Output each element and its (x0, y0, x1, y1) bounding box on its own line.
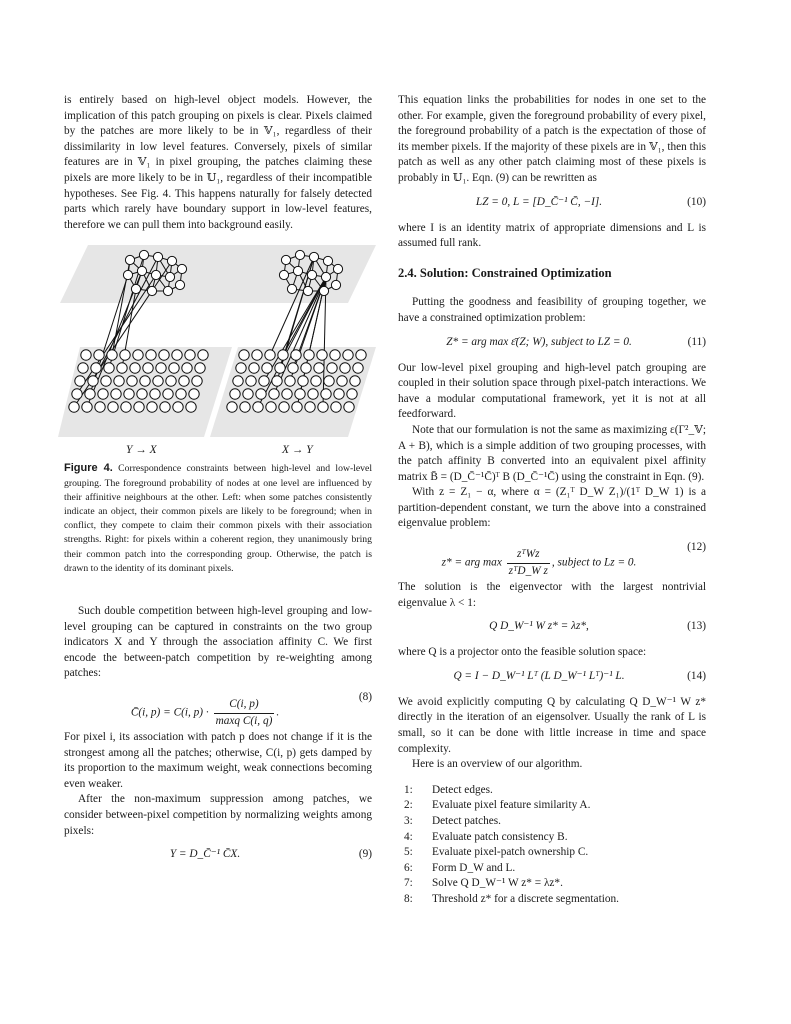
pixel-node (301, 363, 311, 373)
pixel-node (246, 376, 256, 386)
caption-label: Figure 4. (64, 462, 113, 475)
equation-13 (398, 616, 706, 640)
pixel-node (75, 376, 85, 386)
algorithm-step (398, 876, 706, 892)
pixel-node (156, 363, 166, 373)
eq8-denominator: maxq C(i, q) (215, 714, 273, 727)
eq8-tail: . (276, 706, 280, 719)
pixel-node (127, 376, 137, 386)
eq11-body: Z* = arg max ε̄(Z; W), subject to LZ = 0. (446, 335, 632, 348)
algorithm-step-number: 5: (404, 846, 413, 859)
pixel-node (350, 376, 360, 386)
figure-label-left: Y → X (126, 444, 157, 457)
patch-node (295, 251, 304, 260)
algorithm-step-text: Evaluate pixel feature similarity A. (432, 799, 591, 812)
patch-node (281, 256, 290, 265)
pixel-node (182, 363, 192, 373)
eq8-number: (8) (358, 690, 372, 703)
pixel-node (344, 402, 354, 412)
algorithm-step-text: Threshold z* for a discrete segmentation. (432, 892, 619, 905)
patch-node (125, 256, 134, 265)
right-paragraph-7: The solution is the eigenvector with the largest nontrivial eigenvalue λ < 1: (398, 581, 706, 609)
figure-label-right: X → Y (282, 444, 313, 457)
eq12-numerator: zᵀWz (507, 547, 550, 564)
patch-node (131, 285, 140, 294)
pixel-node (291, 350, 301, 360)
pixel-node (85, 389, 95, 399)
right-paragraph-10: Here is an overview of our algorithm. (412, 758, 583, 771)
patch-node (309, 253, 318, 262)
pixel-node (69, 402, 79, 412)
pixel-node (153, 376, 163, 386)
right-paragraph-8: where Q is a projector onto the feasible solution space: (398, 646, 647, 659)
left-paragraph-2: Such double competition between high-level grouping and low-level grouping can be captured in constraints on the two group indicators X and Y through the association affinity C. We first encode the between-patch competition by re-weighting among patches: (64, 604, 372, 680)
pixel-node (88, 376, 98, 386)
equation-14 (398, 666, 706, 690)
algorithm-step-number: 6: (404, 861, 413, 874)
patch-node (175, 281, 184, 290)
pixel-node (239, 350, 249, 360)
algorithm-step-number: 3: (404, 815, 413, 827)
eq11-number: (11) (687, 335, 706, 348)
pixel-node (252, 350, 262, 360)
pixel-node (298, 376, 308, 386)
pixel-node (324, 376, 334, 386)
pixel-node (186, 402, 196, 412)
pixel-node (98, 389, 108, 399)
eq13-number: (13) (687, 620, 706, 633)
caption-text: Correspondence constraints between high-level and low-level grouping. The foreground probability of nodes at one level are influenced by their affinitive neighbours at the other. Left: when some patches consistently indicate an object, their common pixels are likely to be foreground; when in conflict, they compete to claim their common pixels with their association strengths. Right: for pixels within a coherent region, they unanimously bring their common patch into the corresponding group. Otherwise, the patch is drawn to the identity of its dominant pixels. (64, 463, 373, 574)
right-paragraph-4: Our low-level pixel grouping and high-level patch grouping are coupled in their solution space through pixel-patch interactions. We have a modular computational framework, yet it is not at all feedforward. (398, 361, 706, 421)
algorithm-step (398, 845, 706, 861)
pixel-node (198, 350, 208, 360)
pixel-node (318, 402, 328, 412)
section-title: 2.4. Solution: Constrained Optimization (398, 265, 612, 280)
pixel-node (95, 402, 105, 412)
pixel-node (146, 350, 156, 360)
pixel-node (82, 402, 92, 412)
pixel-node (114, 376, 124, 386)
right-paragraph-2: where I is an identity matrix of appropriate dimensions and L is assumed full rank. (398, 221, 706, 250)
pixel-node (256, 389, 266, 399)
pixel-node (143, 363, 153, 373)
right-paragraph-6: With z = Z₁ − α, where α = (Z₁ᵀ D_W Z₁)/(1ᵀ D_W 1) is a partition-dependent constant, we turn the above into a constrained eigenvalue problem: (398, 486, 706, 530)
patch-node (321, 273, 330, 282)
pixel-node (81, 350, 91, 360)
right-paragraph-1: This equation links the probabilities for nodes in one set to the other. For example, given the foreground probability of every pixel, the foreground probability of a patch is the expectation of those of its member pixels. If the majority of these pixels are in 𝕍₁, then this patch as well as any other patch claiming most of these pixels is probably in 𝕌₁. Eqn. (9) can be rewritten as (398, 94, 706, 184)
pixel-node (356, 350, 366, 360)
pixel-node (189, 389, 199, 399)
eq14-body: Q = I − D_W⁻¹ Lᵀ (L D_W⁻¹ Lᵀ)⁻¹ L. (453, 669, 625, 682)
pixel-node (159, 350, 169, 360)
eq9-body: Y = D_C̄⁻¹ C̄X. (169, 848, 241, 861)
pixel-node (176, 389, 186, 399)
pixel-node (262, 363, 272, 373)
algorithm-step-text: Form D_W and L. (432, 861, 516, 874)
pixel-node (107, 350, 117, 360)
pixel-node (308, 389, 318, 399)
pixel-node (292, 402, 302, 412)
pixel-node (327, 363, 337, 373)
algorithm-step-text: Detect patches. (432, 815, 502, 827)
eq8-numerator: C(i, p) (214, 697, 275, 714)
pixel-node (305, 402, 315, 412)
eq12-lhs: z* = arg max (441, 556, 502, 569)
pixel-node (259, 376, 269, 386)
figure-4-caption (64, 461, 372, 576)
right-paragraph-9: We avoid explicitly computing Q by calculating Q D_W⁻¹ W z* directly in the iteration of an eigensolver. Usually the rank of L is small, so it can be done with little increase in time and space complexity. (398, 695, 706, 755)
pixel-node (304, 350, 314, 360)
pixel-node (311, 376, 321, 386)
patch-node (177, 265, 186, 274)
pixel-node (278, 350, 288, 360)
pixel-node (331, 402, 341, 412)
pixel-node (334, 389, 344, 399)
pixel-node (240, 402, 250, 412)
pixel-node (179, 376, 189, 386)
patch-node (167, 257, 176, 266)
pixel-node (72, 389, 82, 399)
pixel-node (121, 402, 131, 412)
pixel-node (78, 363, 88, 373)
left-paragraph-4: After the non-maximum suppression among patches, we consider between-pixel competition by normalizing weights among pixels: (64, 793, 372, 837)
equation-11 (398, 332, 706, 356)
algorithm-step-number: 2: (404, 799, 413, 812)
pixel-node (120, 350, 130, 360)
pixel-node (117, 363, 127, 373)
pixel-node (192, 376, 202, 386)
patch-node (303, 287, 312, 296)
figure-4-graphic (58, 245, 376, 437)
patch-node (151, 271, 160, 280)
equation-10 (398, 192, 706, 216)
pixel-node (288, 363, 298, 373)
patch-node (123, 271, 132, 280)
figure-4-axis-labels (64, 443, 372, 461)
right-paragraph-5: Note that our formulation is not the same as maximizing ε(Γ²_𝕍; A + B), which is a simple addition of two grouping processes, with the patch affinity B converted into an equivalent pixel affinity matrix B̄ = (D_C̄⁻¹C̄)ᵀ B (D_C̄⁻¹C̄) using the constraint in Eqn. (9). (398, 423, 706, 483)
algorithm-list (398, 783, 706, 908)
algorithm-step (398, 814, 706, 830)
eq12-denominator: zᵀD_W z (508, 564, 548, 577)
equation-12 (398, 537, 706, 575)
pixel-node (340, 363, 350, 373)
pixel-node (282, 389, 292, 399)
pixel-node (321, 389, 331, 399)
pixel-node (163, 389, 173, 399)
algorithm-step-text: Solve Q D_W⁻¹ W z* = λz*. (432, 877, 563, 890)
pixel-node (134, 402, 144, 412)
pixel-node (160, 402, 170, 412)
eq10-body: LZ = 0, L = [D_C̄⁻¹ C̄, −I]. (475, 195, 603, 208)
equation-9 (64, 844, 372, 868)
algorithm-step-number: 8: (404, 892, 413, 905)
algorithm-step (398, 861, 706, 877)
patch-node (165, 273, 174, 282)
algorithm-step-number: 7: (404, 877, 413, 890)
pixel-node (94, 350, 104, 360)
right-column (398, 93, 706, 908)
pixel-node (266, 402, 276, 412)
patch-node (153, 253, 162, 262)
algorithm-step (398, 830, 706, 846)
eq12-tail: , subject to Lz = 0. (551, 556, 637, 569)
patch-node (319, 287, 328, 296)
patch-node (287, 285, 296, 294)
pixel-node (130, 363, 140, 373)
eq9-number: (9) (358, 848, 372, 861)
pixel-node (104, 363, 114, 373)
pixel-node (195, 363, 205, 373)
pixel-node (314, 363, 324, 373)
patch-node (323, 257, 332, 266)
pixel-node (253, 402, 263, 412)
patch-node (331, 281, 340, 290)
pixel-node (343, 350, 353, 360)
left-column (64, 93, 372, 873)
patch-node (279, 271, 288, 280)
pixel-node (236, 363, 246, 373)
pixel-node (330, 350, 340, 360)
right-paragraph-3: Putting the goodness and feasibility of grouping together, we have a constrained optimization problem: (398, 296, 706, 324)
pixel-node (272, 376, 282, 386)
pixel-node (317, 350, 327, 360)
algorithm-step-text: Detect edges. (432, 783, 493, 796)
patch-node (139, 251, 148, 260)
pixel-node (230, 389, 240, 399)
eq12-number: (12) (687, 541, 706, 554)
patch-node (147, 287, 156, 296)
pixel-node (108, 402, 118, 412)
pixel-node (227, 402, 237, 412)
patch-node (333, 265, 342, 274)
pixel-node (249, 363, 259, 373)
left-paragraph-1: is entirely based on high-level object models. However, the implication of this patch grouping on pixels is clear. Pixels claimed by the patches are more likely to be in 𝕍₁, regardless of their dissimilarity in low level features. Conversely, pixels of similar features are in 𝕍₁ in pixel grouping, the patches claiming these pixels are more likely to be in 𝕌₁, regardless of their incompatible hypotheses. See Fig. 4. This happens naturally for falsely detected parts which rarely have boundary support in low-level features, therefore we can pull them into background easily. (64, 94, 372, 231)
algorithm-step-text: Evaluate pixel-patch ownership C. (432, 846, 589, 859)
pixel-node (111, 389, 121, 399)
pixel-node (269, 389, 279, 399)
pixel-node (137, 389, 147, 399)
pixel-node (150, 389, 160, 399)
algorithm-step (398, 892, 706, 908)
pixel-node (347, 389, 357, 399)
pixel-node (275, 363, 285, 373)
patch-node (163, 287, 172, 296)
pixel-node (233, 376, 243, 386)
eq14-number: (14) (687, 669, 706, 682)
eq8-lhs: C̄(i, p) = C(i, p) · (130, 706, 209, 719)
eq13-body: Q D_W⁻¹ W z* = λz*, (489, 620, 589, 633)
algorithm-step-number: 4: (404, 830, 413, 843)
pixel-node (133, 350, 143, 360)
algorithm-step (398, 798, 706, 814)
algorithm-step-number: 1: (404, 783, 413, 796)
pixel-node (140, 376, 150, 386)
pixel-node (279, 402, 289, 412)
eq10-number: (10) (687, 195, 706, 208)
pixel-node (353, 363, 363, 373)
pixel-node (169, 363, 179, 373)
pixel-node (101, 376, 111, 386)
pixel-node (265, 350, 275, 360)
equation-8 (64, 687, 372, 725)
pixel-node (285, 376, 295, 386)
pixel-node (166, 376, 176, 386)
pixel-node (243, 389, 253, 399)
algorithm-step-text: Evaluate patch consistency B. (432, 830, 568, 843)
pixel-node (124, 389, 134, 399)
patch-node (293, 267, 302, 276)
pixel-node (172, 350, 182, 360)
pixel-node (337, 376, 347, 386)
pixel-node (185, 350, 195, 360)
patch-node (307, 271, 316, 280)
pixel-node (147, 402, 157, 412)
pixel-node (173, 402, 183, 412)
pixel-node (91, 363, 101, 373)
algorithm-step (398, 783, 706, 799)
left-paragraph-3: For pixel i, its association with patch p does not change if it is the strongest among all the patches; otherwise, C(i, p) gets damped by its proportion to the maximum weight, weak connections becoming even weaker. (64, 730, 372, 790)
patch-node (137, 267, 146, 276)
pixel-node (295, 389, 305, 399)
